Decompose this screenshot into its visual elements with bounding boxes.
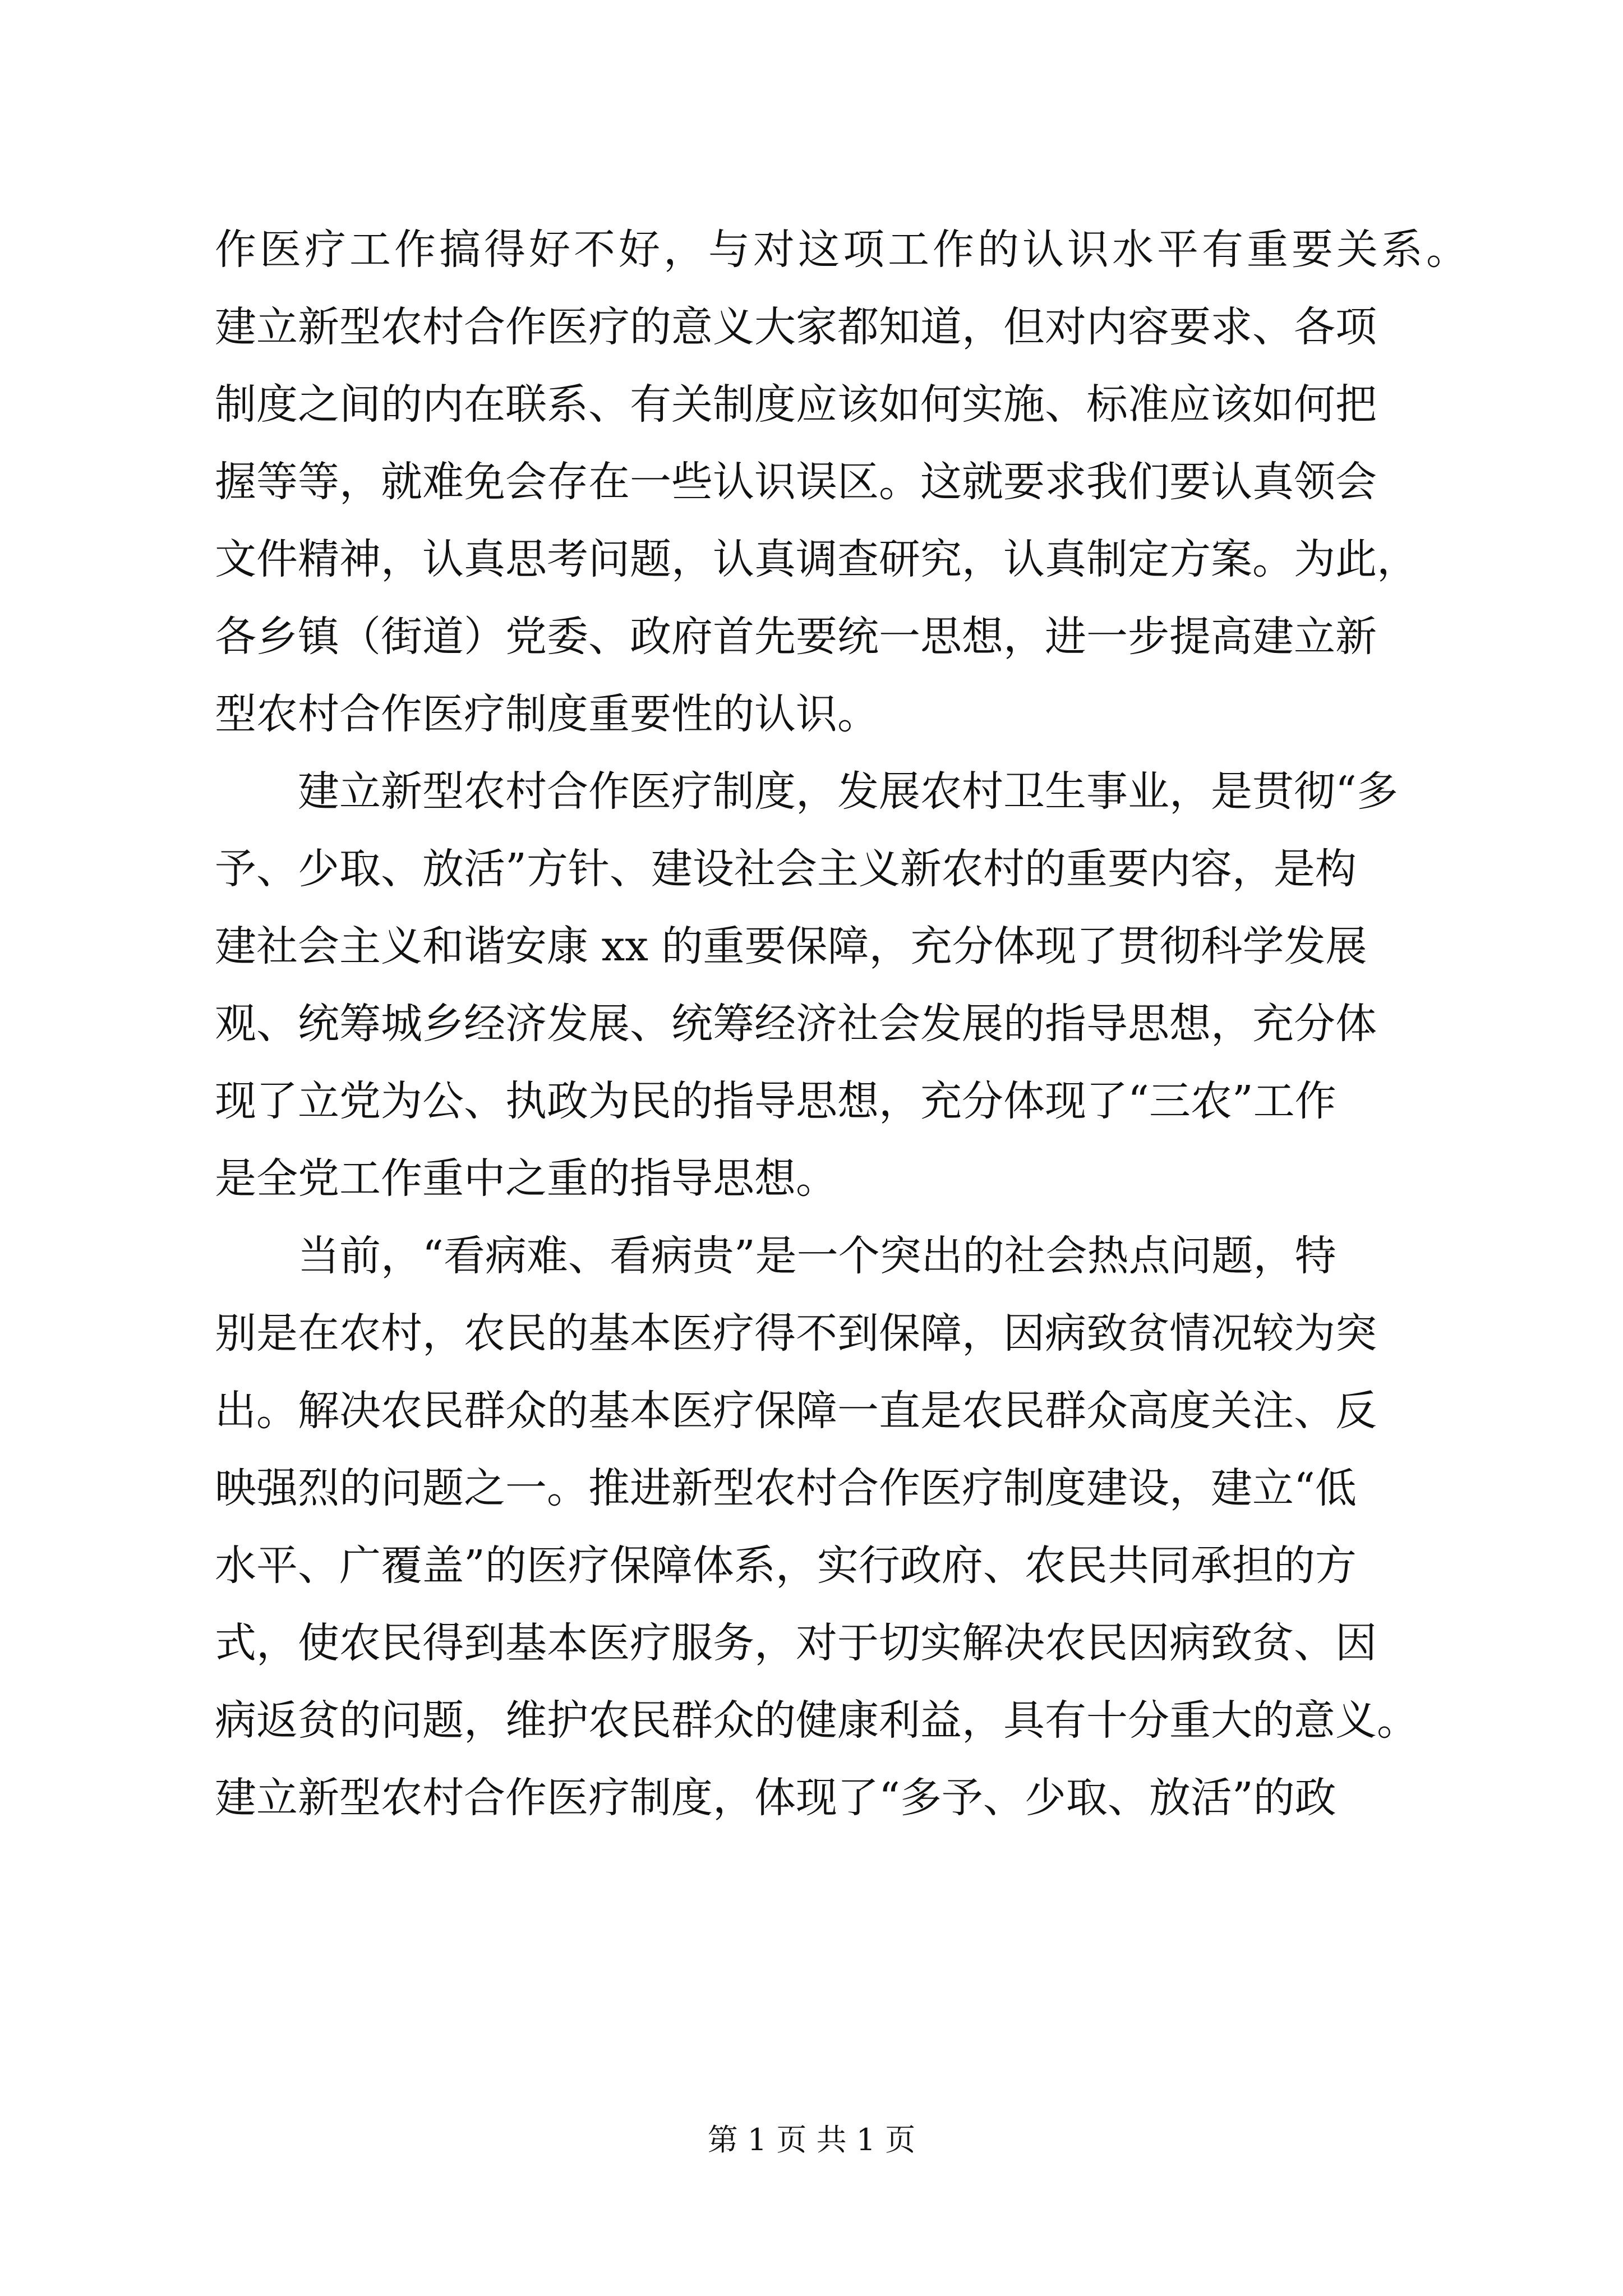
document-body — [215, 211, 1471, 1837]
text-line: 是全党工作重中之重的指导思想。 — [215, 1154, 837, 1203]
text-line: 观、统筹城乡经济发展、统筹经济社会发展的指导思想，充分体 — [215, 1000, 1377, 1048]
text-line: 建立新型农村合作医疗制度，体现了“多予、少取、放活”的政 — [215, 1774, 1336, 1822]
text-line: 式，使农民得到基本医疗服务，对于切实解决农民因病致贫、因 — [215, 1619, 1377, 1667]
text-line: 出。解决农民群众的基本医疗保障一直是农民群众高度关注、反 — [215, 1387, 1377, 1435]
text-line: 别是在农村，农民的基本医疗得不到保障，因病致贫情况较为突 — [215, 1309, 1377, 1358]
text-line: 制度之间的内在联系、有关制度应该如何实施、标准应该如何把 — [215, 380, 1377, 429]
text-line: 建社会主义和谐安康 xx 的重要保障，充分体现了贯彻科学发展 — [215, 922, 1367, 970]
paragraph-first-line: 建立新型农村合作医疗制度，发展农村卫生事业，是贯彻“多 — [298, 767, 1398, 816]
text-line: 握等等，就难免会存在一些认识误区。这就要求我们要认真领会 — [215, 458, 1377, 506]
text-line: 文件精神，认真思考问题，认真调查研究，认真制定方案。为此， — [215, 535, 1418, 583]
text-line: 病返贫的问题，维护农民群众的健康利益，具有十分重大的意义。 — [215, 1696, 1418, 1745]
text-line: 水平、广覆盖”的医疗保障体系，实行政府、农民共同承担的方 — [215, 1542, 1357, 1590]
text-line: 型农村合作医疗制度重要性的认识。 — [215, 690, 879, 738]
text-line: 各乡镇（街道）党委、政府首先要统一思想，进一步提高建立新 — [215, 613, 1377, 661]
text-line: 映强烈的问题之一。推进新型农村合作医疗制度建设，建立“低 — [215, 1464, 1357, 1512]
page-number-footer: 第 1 页 共 1 页 — [707, 2122, 916, 2157]
text-line: 予、少取、放活”方针、建设社会主义新农村的重要内容，是构 — [215, 845, 1357, 893]
text-line: 现了立党为公、执政为民的指导思想，充分体现了“三农”工作 — [215, 1077, 1336, 1125]
text-line: 建立新型农村合作医疗的意义大家都知道，但对内容要求、各项 — [215, 303, 1377, 351]
text-line: 作医疗工作搞得好不好，与对这项工作的认识水平有重要关系。 — [215, 226, 1471, 274]
paragraph-first-line: 当前，“看病难、看病贵”是一个突出的社会热点问题，特 — [298, 1232, 1336, 1280]
